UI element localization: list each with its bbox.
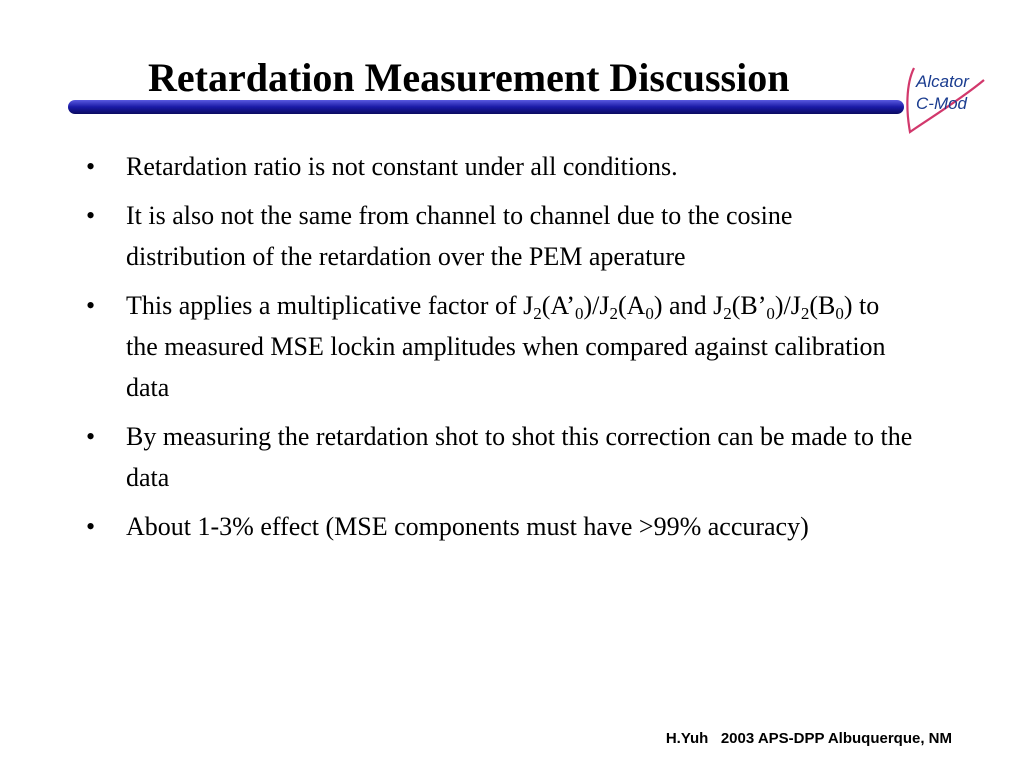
- bullet-text: About 1-3% effect (MSE components must have >99% accuracy): [126, 512, 809, 541]
- subscript: 2: [533, 304, 542, 323]
- text-run: (A’: [541, 291, 575, 320]
- bullet-icon: •: [86, 422, 96, 451]
- bullet-icon: •: [86, 152, 96, 181]
- logo-text-line2: C-Mod: [916, 94, 968, 113]
- subscript: 0: [574, 304, 584, 323]
- bullet-icon: •: [86, 291, 96, 320]
- logo-text-line1: Alcator: [916, 72, 969, 91]
- text-run: (B: [809, 291, 836, 320]
- text-run: )/J: [774, 291, 801, 320]
- subscript: 0: [645, 304, 654, 323]
- title-underline: [68, 100, 904, 114]
- bullet-item: [86, 146, 916, 187]
- subscript: 0: [835, 304, 844, 323]
- alcator-cmod-logo: [900, 60, 996, 140]
- text-run: (A: [617, 291, 646, 320]
- subscript: 2: [723, 304, 732, 323]
- subscript: 2: [609, 304, 618, 323]
- bullet-list: [86, 146, 916, 555]
- bullet-text: It is also not the same from channel to channel due to the cosine distribution of the retardation over the PEM aperature: [126, 201, 793, 271]
- bullet-icon: •: [86, 201, 96, 230]
- subscript: 0: [766, 304, 775, 323]
- bullet-item: [86, 416, 916, 498]
- bullet-text: Retardation ratio is not constant under all conditions.: [126, 152, 678, 181]
- text-run: )/J: [583, 291, 610, 320]
- bullet-text: [126, 291, 886, 402]
- subscript: 2: [800, 304, 810, 323]
- slide-footer: H.Yuh 2003 APS-DPP Albuquerque, NM: [665, 730, 952, 747]
- bullet-icon: •: [86, 512, 96, 541]
- bullet-text: By measuring the retardation shot to shot this correction can be made to the data: [126, 422, 913, 492]
- text-run: ) and J: [653, 291, 724, 320]
- text-run: This applies a multiplicative factor of J: [126, 291, 534, 320]
- text-run: (B’: [731, 291, 767, 320]
- slide-title: Retardation Measurement Discussion: [148, 55, 790, 100]
- bullet-item: [86, 285, 916, 408]
- text-run: ) to the measured MSE lockin amplitudes when compared against calibration data: [126, 291, 886, 402]
- bullet-item: [86, 195, 916, 277]
- bullet-item: [86, 506, 916, 547]
